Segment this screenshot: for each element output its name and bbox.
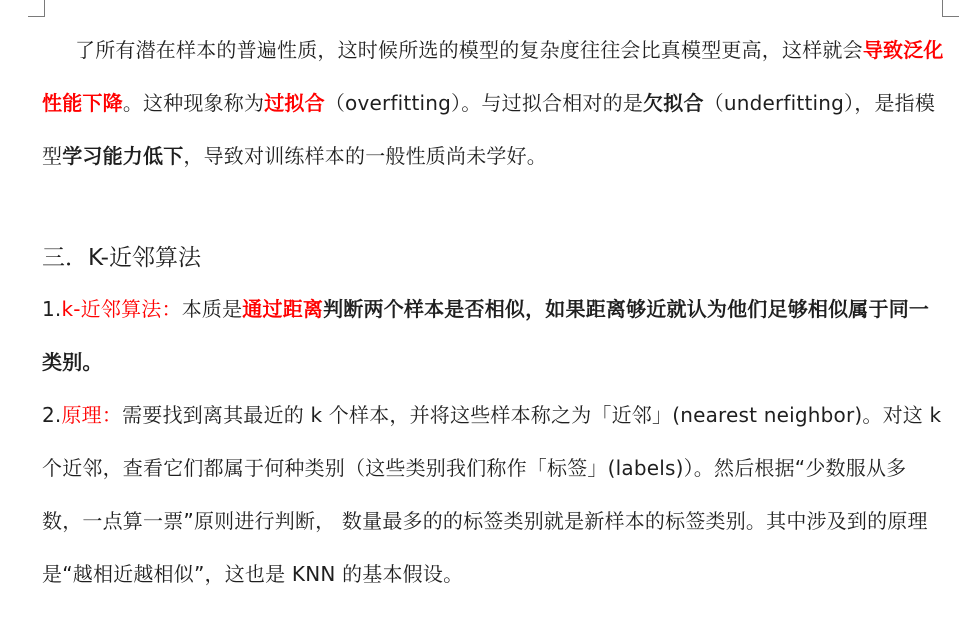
highlight-distance: 通过距离 [242,297,324,321]
text: 了所有潜在样本的普遍性质，这时候所选的模型的复杂度往往会比真模型更高，这样就会 [75,38,863,62]
item-knn-definition [42,283,946,389]
highlight-underfitting: 欠拟合 [643,91,704,115]
crop-mark-right [942,0,959,17]
item-label: k-近邻算法： [61,297,182,321]
highlight-generalization-drop: 导致泛化性能下降 [42,38,944,115]
text-bold: 判断两个样本是否相似，如果距离够近就认为他们足够相似属于同一类别。 [42,297,930,374]
item-knn-principle [42,389,946,601]
text: 本质是 [181,297,243,321]
item-number: 2. [42,403,62,427]
highlight-overfitting: 过拟合 [264,91,325,115]
highlight-learning-ability: 学习能力低下 [62,144,184,168]
text: ，导致对训练样本的一般性质尚未学好。 [183,144,548,168]
crop-mark-left [28,0,45,17]
paragraph-overfitting [42,24,946,183]
text: 。这种现象称为 [122,91,265,115]
text: 需要找到离其最近的 k 个样本，并将这些样本称之为「近邻」(nearest neighbor)。对这 k 个近邻，查看它们都属于何种类别（这些类别我们称作「标签」(labels)）。然后根据“少数服从多数，一点算一票”原则进行判断， 数量最多的的标签类别就是新样本的标签类别。其中涉及到的原理是“越相近越相似”，这也是 KNN 的基本假设。 [42,403,942,586]
item-label: 原理： [61,403,123,427]
text: （overfitting）。与过拟合相对的是 [324,91,644,115]
item-number: 1. [42,297,62,321]
section-heading: 三．K-近邻算法 [42,245,201,271]
text: （underfitting），是指模型 [42,91,936,168]
